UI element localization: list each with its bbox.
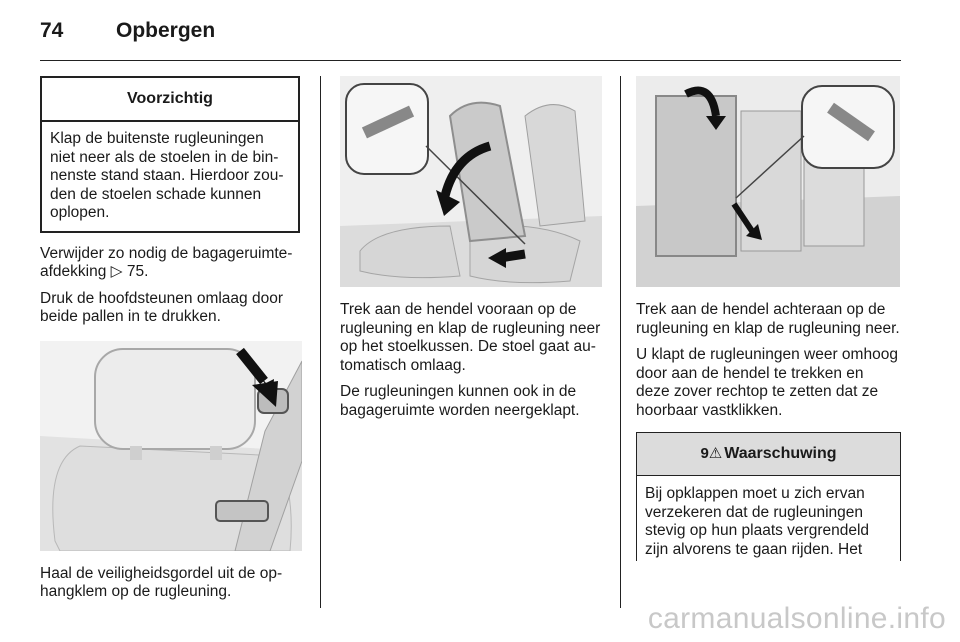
column-1 [40,76,305,610]
warning-title: Waarschuwing [724,444,837,462]
watermark: carmanualsonline.info [647,602,946,635]
page-ref-link[interactable]: 75. [126,263,149,280]
folding-seat-illustration [340,76,602,287]
chapter-title: Opbergen [116,19,216,42]
header-rule [40,60,901,61]
warning-triangle-icon: 9⚠ [700,444,723,462]
paragraph-rear-lever: Trek aan de hendel achteraan op de rugleuning en klap de rugleuning neer. [636,301,900,337]
paragraph-raise-back: U klapt de rugleuningen weer omhoog door aan de hendel te trekken en deze zover rechtop te zetten dat ze hoorbaar vastklikken. [636,346,898,419]
page-number: 74 [40,19,64,42]
page-ref-icon: ▷ [110,263,123,280]
paragraph-front-lever: Trek aan de hendel vooraan op de rugleuning en klap de rugleuning neer op het stoelkussen. De stoel gaat automatisch omlaag. [340,301,601,374]
column-2 [340,76,605,428]
headrest-illustration [40,341,302,551]
paragraph-remove-cover [40,245,305,282]
column-divider-2 [620,76,621,608]
paragraph-remove-cover-text: Verwijder zo nodig de bagageruimteafdekking [40,244,293,280]
warning-text: Bij opklappen moet u zich ervan verzekeren dat de rugleuningen stevig op hun plaats vergrendeld zijn alvorens te gaan rijden. Het [645,485,870,558]
paragraph-seatbelt: Haal de veiligheidsgordel uit de ophangklem op de rugleuning. [40,564,283,600]
warning-header [637,433,900,476]
warning-box [636,432,901,561]
paragraph-cargo-fold: De rugleuningen kunnen ook in de bagageruimte worden neergeklapt. [340,383,580,419]
caution-title: Voorzichtig [42,78,298,122]
column-divider-1 [320,76,321,608]
caution-box [40,76,300,233]
cargo-fold-illustration [636,76,900,287]
column-3 [636,76,901,561]
caution-text: Klap de buitenste rugleuningen niet neer als de stoelen in de binnenste stand staan. Hierdoor zouden de stoelen schade kunnen oplopen. [50,130,284,221]
paragraph-headrests: Druk de hoofdsteunen omlaag door beide pallen in te drukken. [40,289,283,325]
